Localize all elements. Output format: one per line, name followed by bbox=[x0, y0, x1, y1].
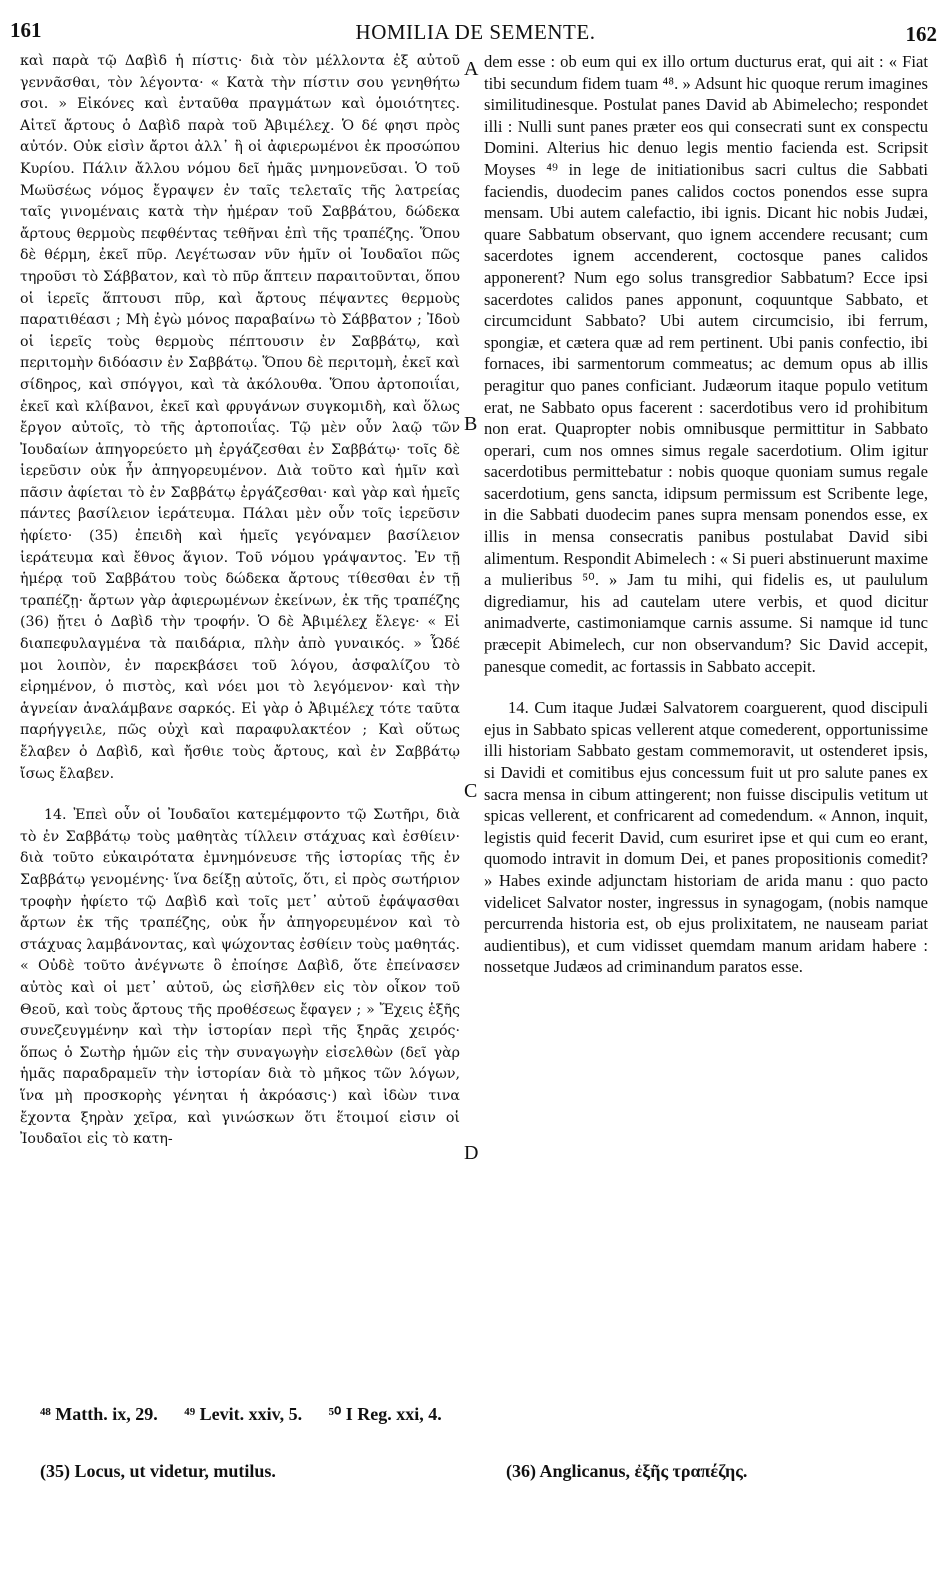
footnote-48: ⁴⁸ Matth. ix, 29. bbox=[40, 1404, 158, 1424]
margin-marker-d: D bbox=[464, 1142, 479, 1164]
footnote-50: ⁵⁰ I Reg. xxi, 4. bbox=[328, 1404, 442, 1424]
margin-marker-a: A bbox=[464, 58, 479, 80]
page-title: HOMILIA DE SEMENTE. bbox=[355, 20, 596, 44]
greek-paragraph-1: καὶ παρὰ τῷ Δαβὶδ ἡ πίστις· διὰ τὸν μέλλοντα ἐξ αὐτοῦ γεννᾶσθαι, τὸν λέγοντα· « Κατὰ τὴν πίστιν σου γενηθήτω σοι. » Εἰκόνες καὶ ἐνταῦθα πραγμάτων καὶ ὁμοιότητες. Αἰτεῖ ἄρτους ὁ Δαβὶδ παρὰ τοῦ Ἀβιμέλεχ. Ὁ δέ φησι πρὸς αὐτόν. Οὐκ εἰσὶν ἄρτοι ἀλλ᾽ ἢ οἱ ἀφιερωμένοι ἐκ προσώπου Κυρίου. Πάλιν ἄλλου νόμου δεῖ ἡμᾶς μνημονεῦσαι. Ὁ τοῦ Μωϋσέως νόμος ἔγραψεν ἐν ταῖς τελεταῖς τῆς λατρείας ταῖς γινομέναις κατὰ τὴν ἡμέραν τοῦ Σαββάτου, δώδεκα ἄρτους θερμοὺς πεφθέντας τεθῆναι ἐπὶ τῆς τραπέζης. Ὅπου δὲ θέρμη, ἐκεῖ πῦρ. Λεγέτωσαν νῦν ἡμῖν οἱ Ἰουδαῖοι πῶς τηροῦσι τὸ Σάββατον, καὶ τὸ πῦρ ἅπτειν παραιτοῦνται, ὅπου οἱ ἱερεῖς ἅπτουσι πῦρ, καὶ ἄρτους πέψαντες θερμοὺς παρατιθέασι ; Μὴ ἐγὼ μόνος παραβαίνω τὸ Σάββατον ; Ἰδοὺ οἱ ἱερεῖς τοὺς θερμοὺς πέπτουσιν ἐν Σαββάτῳ, καὶ περιτομὴν διδόασιν ἐν Σαββάτῳ. Ὅπου δὲ περιτομὴ, ἐκεῖ καὶ σίδηρος, καὶ σπόγγοι, καὶ τὰ ἀκόλουθα. Ὅπου ἀρτοποιΐαι, ἐκεῖ καὶ κλίβανοι, ἐκεῖ καὶ φρυγάνων συγκομιδὴ, καὶ ὅλως ἔργον αὐτοῖς, τὸ τῆς ἀρτοποιΐας. Τῷ μὲν οὖν λαῷ τῶν Ἰουδαίων ἀπηγορεύετο μὴ ἐργάζεσθαι ἐν Σαββάτῳ· τοῖς δὲ ἱερεῦσιν οὐκ ἦν ἀπηγορευμένον. Διὰ τοῦτο καὶ ἡμῖν καὶ πᾶσιν ἀφίεται τὸ ἐν Σαββάτῳ ἐργάζεσθαι· καὶ γὰρ καὶ ἡμεῖς πάντες βασίλειον ἱεράτευμα. Πάλαι μὲν οὖν τοῖς ἱερεῦσιν ἠφίετο· (35) ἐπειδὴ καὶ ἡμεῖς γεγόναμεν βασίλειον ἱεράτευμα καὶ ἔθνος ἅγιον. Τοῦ νόμου γράψαντος. Ἐν τῇ ἡμέρᾳ τοῦ Σαββάτου τοὺς δώδεκα ἄρτους τίθεσθαι ἐν τῇ τραπέζῃ· ἄρτων γὰρ ἀφιερωμένων ἐκείνων, ἐκ τῆς τραπέζης (36) ᾔτει ὁ Δαβὶδ τὴν τροφήν. Ὁ δὲ Ἀβιμέλεχ ἔλεγε· « Εἰ διαπεφυλαγμένα τὰ παιδάρια, πλὴν ἀπὸ γυναικός. » Ὧδέ μοι λοιπὸν, ἐν παρεκβάσει τοῦ λόγου, ἀσφαλίζου τὸ εἰρημένον, ὁ πιστὸς, καὶ νόει μοι τὸ λεγόμενον· καὶ τὴν ἁγνείαν ἀναλάμβανε σαρκός. Εἰ γὰρ ὁ Ἀβιμέλεχ τότε ταῦτα παρήγγειλε, πῶς οὐχὶ καὶ παραφυλακτέον ; Καὶ οὕτως ἔλαβεν ὁ Δαβὶδ, καὶ ἤσθιε τοὺς ἄρτους, καὶ ἐν Σαββάτῳ ἴσως ἔλαβεν. bbox=[20, 53, 460, 782]
latin-paragraph-1: dem esse : ob eum qui ex illo ortum ducturus erat, qui ait : « Fiat tibi secundum fidem tuam ⁴⁸. » Adsunt hic quoque rerum imagines similitudinesque. Postulat panes David ab Abimelecho; respondet illi : Nulli sunt panes præter eos qui consecrati sunt ex conspectu Domini. Alterius hic denuo legis mentio facienda est. Scripsit Moyses ⁴⁹ in lege de initiationibus sacri cultus die Sabbati faciendis, duodecim panes calidos coctos ponendos esse supra mensam. Ubi autem calefactio, ibi ignis. Dicant hic nobis Judæi, quare Sabbatum observant, quo ignem accendere recusant; cum sacerdotes ignem accenderent, coctosque panes calidos apponerent? Num ego solus transgredior Sabbatum? Ecce ipsi sacerdotes calidos panes apponunt, coquuntque Sabbato, et circumcidunt Sabbato? Ubi autem circumcisio, ibi ferrum, spongiæ, et cætera quæ ad rem pertinent. Ubi panis confectio, ibi fornaces, ibi sarmentorum commeatus; ac demum opus ab illis peragitur quo panes conficiant. Judæorum itaque populo vetitum erat, ne Sabbato opus facerent : sacerdotibus vero id prohibitum non erat. Quapropter nobis omnibusque permittitur in Sabbato operari, cum nos omnes simus regale sacerdotium. Olim igitur sacerdotibus permittebatur : nobis quoque quoniam sumus regale sacerdotium, gens sancta, idipsum permissum est Scribente lege, in die Sabbati duodecim panes supra mensam ponendos esse, ex illis in mensa consecratis panibus postulabat David sibi alimentum. Respondit Abimelech : « Si pueri abstinuerunt maxime a mulieribus ⁵⁰. » Jam tu mihi, qui fidelis es, ut paululum digrediamur, his ad cautelam utere verbis, et quod dicitur animadverte, castimoniamque carnis assume. Si namque id tunc præcepit Abimelech, cur non observandum? Sic David accepit, panesque comedit, ac fortassis in Sabbato accepit. bbox=[484, 52, 928, 676]
page-number-right: 162 bbox=[905, 22, 937, 46]
note-36: (36) Anglicanus, ἐξῆς τραπέζης. bbox=[506, 1461, 748, 1481]
latin-paragraph-2: 14. Cum itaque Judæi Salvatorem coarguerent, quod discipuli ejus in Sabbato spicas vellerent atque comederent, opportunissime illi historiam Sabbato gestam commemoravit, ut ostenderet ipsis, si Davidi et comitibus ejus concessum fuit ut pro salute panes ex sacra mensa in cibum attingerent; non fuisse discipulis vetitum ut spicas vellerent, et confricarent ad comedendum. « Annon, inquit, legistis quid fecerit David, cum esuriret ipse et qui cum eo erant, quomodo intravit in domum Dei, et panes propositionis comedit? » Habes exinde adjunctam historiam de arida manu : quo pacto videlicet Salvator noster, ingressus in synagogam, (nobis namque percurrenda historia est, ob ejus prolixitatem, ne nauseam pariat audientibus), et cum vidisset quemdam manum aridam habere : nossetque Judæos ad criminandum paratos esse. bbox=[484, 698, 928, 977]
latin-column bbox=[484, 51, 928, 978]
margin-marker-b: B bbox=[464, 413, 478, 435]
note-35: (35) Locus, ut videtur, mutilus. bbox=[40, 1461, 276, 1481]
greek-column bbox=[20, 51, 460, 1151]
margin-marker-c: C bbox=[464, 780, 478, 802]
page-header bbox=[0, 18, 951, 48]
footnote-49: ⁴⁹ Levit. xxiv, 5. bbox=[184, 1404, 303, 1424]
footnotes bbox=[40, 1404, 464, 1425]
greek-paragraph-2: 14. Ἐπεὶ οὖν οἱ Ἰουδαῖοι κατεμέμφοντο τῷ Σωτῆρι, διὰ τὸ ἐν Σαββάτῳ τοὺς μαθητὰς τίλλειν στάχυας καὶ ἐσθίειν· διὰ τοῦτο εὐκαιρότατα ἐμνημόνευσε τῆς ἱστορίας τῆς ἐν Σαββάτῳ γενομένης· ἵνα δείξῃ αὐτοῖς, ὅτι, εἰ πρὸς σωτήριον τροφὴν ἠφίετο τῷ Δαβὶδ καὶ τοῖς μετ᾽ αὐτοῦ ἐφάψασθαι ἄρτων ἐκ τῆς τραπέζης, οὐκ ἦν ἀπηγορευμένον καὶ τὸ στάχυας λαμβάνοντας, καὶ ψώχοντας ἐσθίειν τοὺς μαθητάς. « Οὐδὲ τοῦτο ἀνέγνωτε ὃ ἐποίησε Δαβὶδ, ὅτε ἐπείνασεν αὐτὸς καὶ οἱ μετ᾽ αὐτοῦ, ὡς εἰσῆλθεν εἰς τὸν οἶκον τοῦ Θεοῦ, καὶ τοὺς ἄρτους τῆς προθέσεως ἔφαγεν ; » Ἔχεις ἑξῆς συνεζευγμένην καὶ τὴν ἱστορίαν περὶ τῆς ξηρᾶς χειρός· ὅπως ὁ Σωτὴρ ἡμῶν εἰς τὴν συναγωγὴν εἰσελθὼν (δεῖ γὰρ ἡμᾶς παραδραμεῖν τὴν ἱστορίαν διὰ τὸ μῆκος τῶν λόγων, ἵνα μὴ προσκορὴς γένηται ἡ ἀκρόασις·) καὶ ἰδὼν τινα ἔχοντα ξηρὰν χεῖρα, καὶ γινώσκων ὅτι ἕτοιμοί εἰσιν οἱ Ἰουδαῖοι εἰς τὸ κατη- bbox=[20, 807, 460, 1148]
page-number-left: 161 bbox=[10, 18, 42, 42]
